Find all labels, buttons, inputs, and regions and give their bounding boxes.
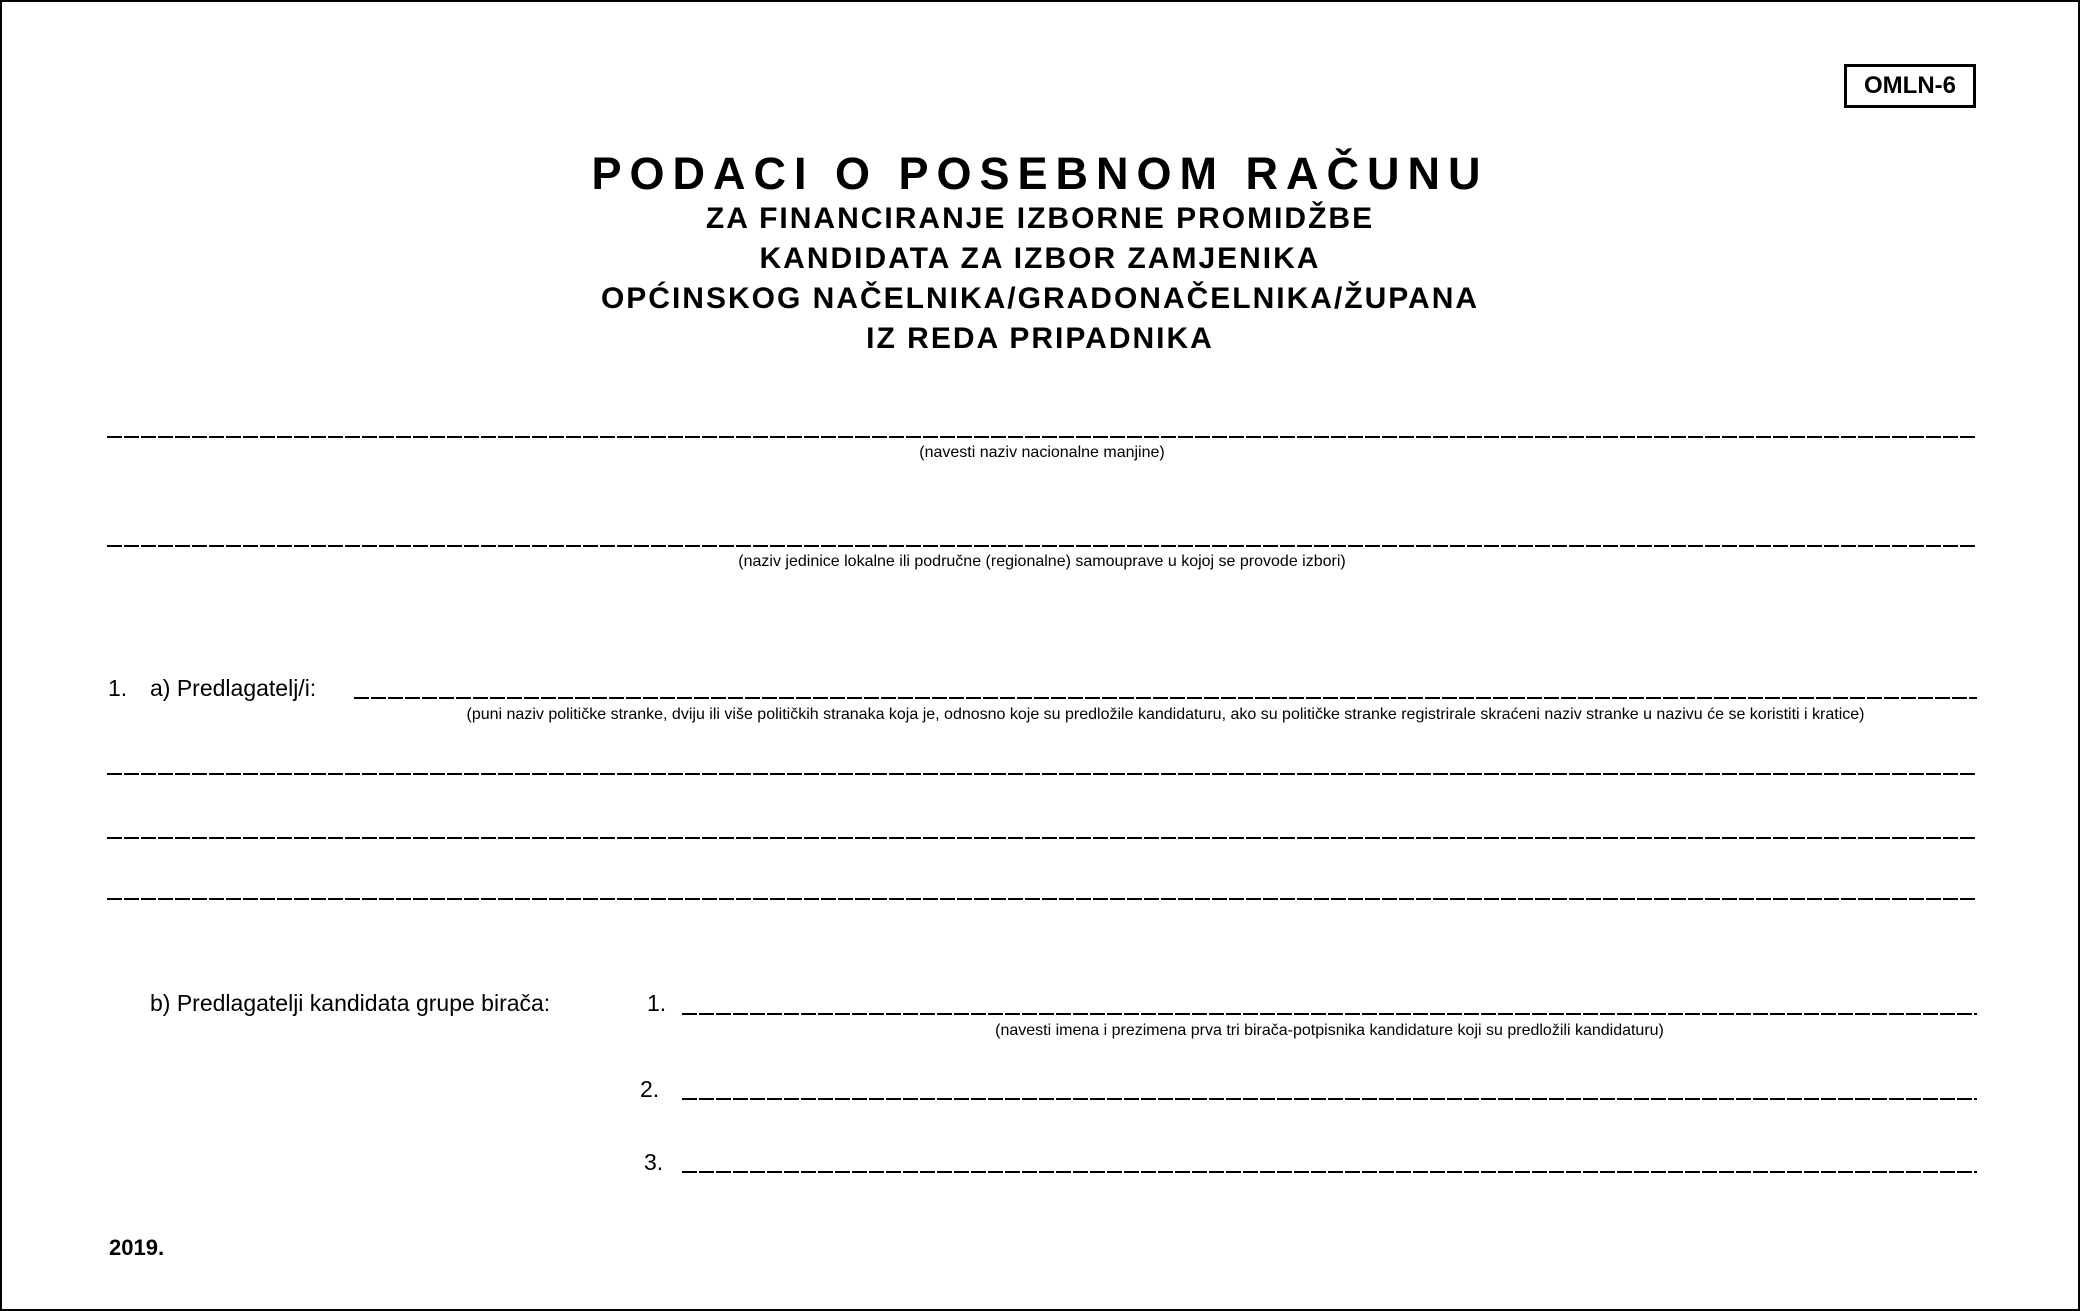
voter-3-number: 3. (644, 1149, 664, 1175)
minority-name-field[interactable] (107, 436, 1977, 438)
form-title: PODACI O POSEBNOM RAČUNU (591, 148, 1489, 199)
voter-group-proposers-label: b) Predlagatelji kandidata grupe birača: (150, 990, 551, 1016)
proposer-field-line-1[interactable] (354, 697, 1977, 699)
voter-2-number: 2. (640, 1076, 660, 1102)
form-subtitle-2: KANDIDATA ZA IZBOR ZAMJENIKA (759, 242, 1321, 275)
footer-year: 2019. (109, 1235, 165, 1260)
proposer-field-line-2[interactable] (107, 773, 1977, 775)
local-unit-caption: (naziv jedinice lokalne ili područne (regionalne) samouprave u kojoj se provode izbori) (738, 553, 1346, 570)
voter-2-field[interactable] (682, 1098, 1977, 1100)
form-code-box (1844, 64, 1976, 108)
voter-3-field[interactable] (682, 1171, 1977, 1173)
section-1-number: 1. (108, 675, 128, 701)
form-subtitle-4: IZ REDA PRIPADNIKA (866, 322, 1214, 355)
voter-1-field[interactable] (682, 1013, 1977, 1015)
local-unit-field[interactable] (107, 545, 1977, 547)
voter-group-caption: (navesti imena i prezimena prva tri birača-potpisnika kandidature koji su predložili kandidaturu) (995, 1022, 1664, 1039)
proposer-caption: (puni naziv političke stranke, dviju ili više političkih stranaka koja je, odnosno koje su predložile kandidaturu, ako su političke stranke registrirale skraćeni naziv stranke u nazivu će se koristiti i kratice) (466, 706, 1865, 723)
form-subtitle-3: OPĆINSKOG NAČELNIKA/GRADONAČELNIKA/ŽUPANA (600, 282, 1480, 315)
minority-name-caption: (navesti naziv nacionalne manjine) (919, 444, 1165, 461)
proposer-field-line-3[interactable] (107, 837, 1977, 839)
voter-1-number: 1. (647, 990, 667, 1016)
form-subtitle-1: ZA FINANCIRANJE IZBORNE PROMIDŽBE (705, 202, 1375, 235)
proposer-label: a) Predlagatelj/i: (150, 675, 317, 701)
form-code-label: OMLN-6 (1864, 72, 1956, 99)
proposer-field-line-4[interactable] (107, 898, 1977, 900)
